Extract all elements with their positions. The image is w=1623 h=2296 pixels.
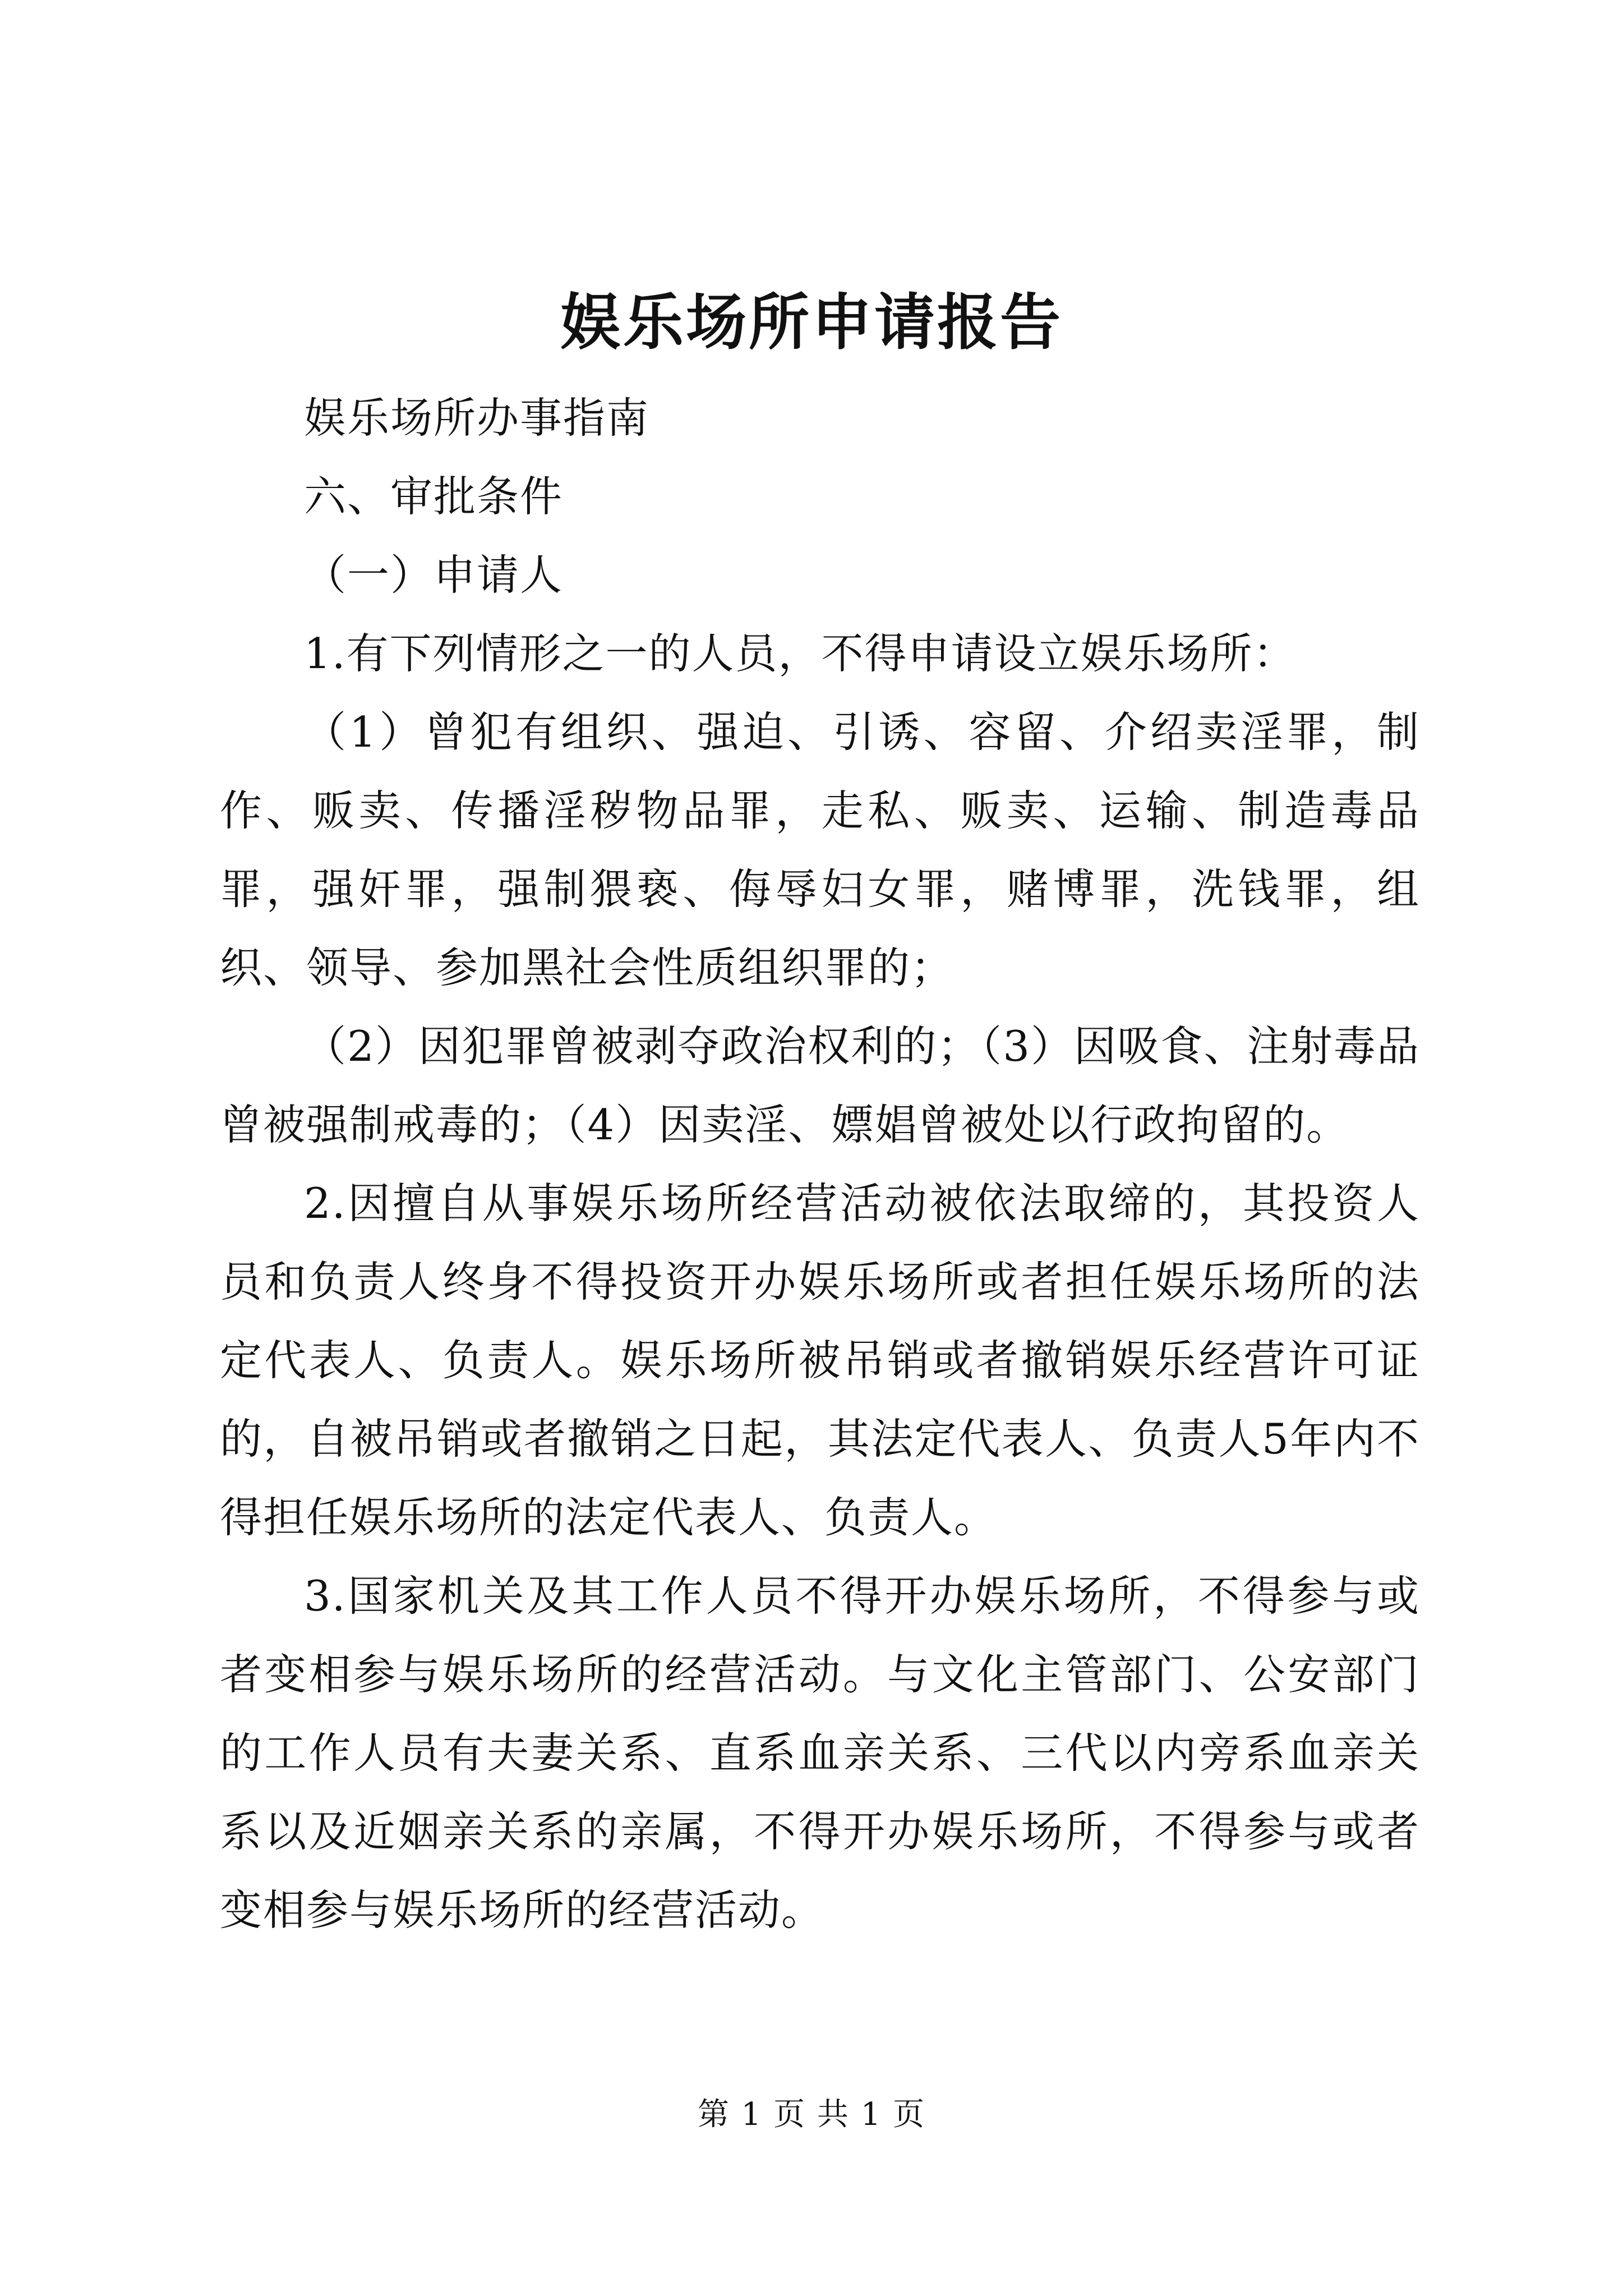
- document-body: [220, 379, 1420, 1949]
- paragraph-section-heading: 六、审批条件: [304, 472, 564, 521]
- paragraph-item-1-sub-1: （1）曾犯有组织、强迫、引诱、容留、介绍卖淫罪，制作、贩卖、传播淫秽物品罪，走私、贩卖、运输、制造毒品罪，强奸罪，强制猥亵、侮辱妇女罪，赌博罪，洗钱罪，组织、领导、参加黑社会性质组织罪的；: [220, 707, 1420, 992]
- document-title: 娱乐场所申请报告: [560, 287, 1063, 358]
- page-number-footer: 第 1 页 共 1 页: [697, 2096, 926, 2133]
- paragraph-item-3: 3.国家机关及其工作人员不得开办娱乐场所，不得参与或者变相参与娱乐场所的经营活动。与文化主管部门、公安部门的工作人员有夫妻关系、直系血亲关系、三代以内旁系血亲关系以及近姻亲关系的亲属，不得开办娱乐场所，不得参与或者变相参与娱乐场所的经营活动。: [220, 1571, 1420, 1935]
- paragraph-item-1: 1.有下列情形之一的人员，不得申请设立娱乐场所：: [304, 629, 1297, 678]
- paragraph-item-1-sub-2-4: （2）因犯罪曾被剥夺政治权利的；（3）因吸食、注射毒品曾被强制戒毒的；（4）因卖淫、嫖娼曾被处以行政拘留的。: [220, 1022, 1420, 1149]
- paragraph-subsection-heading: （一）申请人: [304, 550, 564, 600]
- paragraph-guide-heading: 娱乐场所办事指南: [304, 393, 650, 443]
- paragraph-item-2: 2.因擅自从事娱乐场所经营活动被依法取缔的，其投资人员和负责人终身不得投资开办娱乐场所或者担任娱乐场所的法定代表人、负责人。娱乐场所被吊销或者撤销娱乐经营许可证的，自被吊销或者撤销之日起，其法定代表人、负责人5年内不得担任娱乐场所的法定代表人、负责人。: [220, 1179, 1420, 1542]
